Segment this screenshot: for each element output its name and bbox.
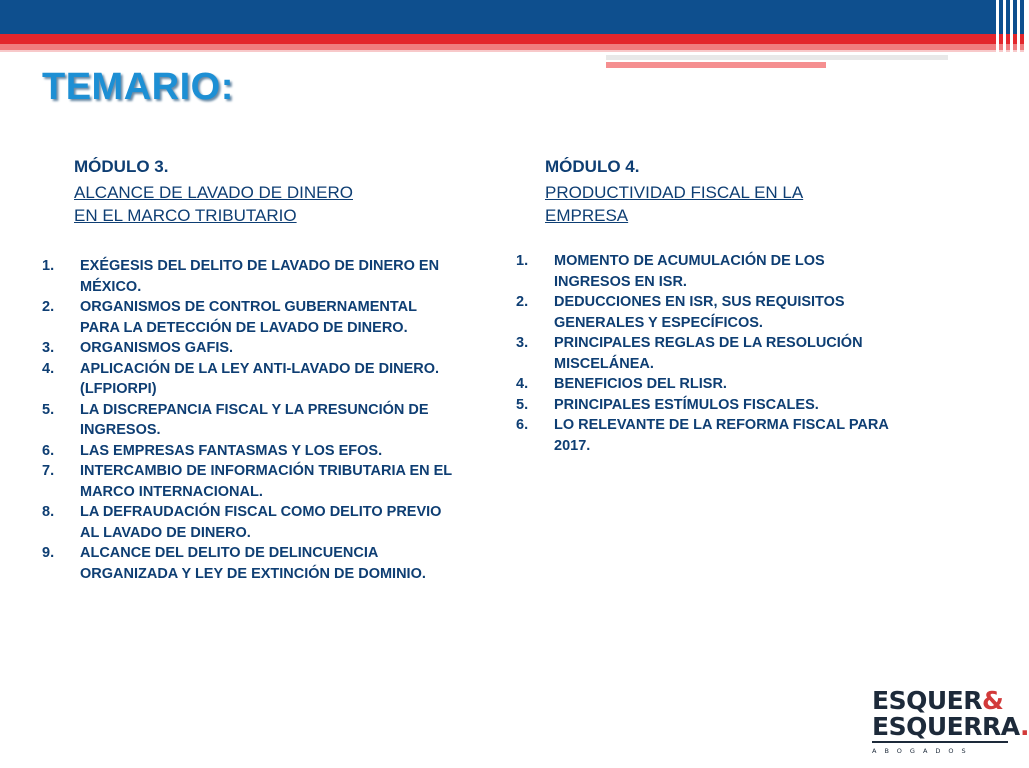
- header-band-blue: [0, 0, 1024, 34]
- module-4-label: MÓDULO 4.: [545, 157, 640, 176]
- header-band-divider: [0, 50, 1024, 52]
- list-item: 2. ORGANISMOS DE CONTROL GUBERNAMENTAL PARA LA DETECCIÓN DE LAVADO DE DINERO.: [42, 299, 417, 336]
- firm-logo: [872, 686, 1029, 755]
- module-3-label: MÓDULO 3.: [74, 157, 169, 176]
- list-item: 9. ALCANCE DEL DELITO DE DELINCUENCIA ORGANIZADA Y LEY DE EXTINCIÓN DE DOMINIO.: [42, 545, 426, 582]
- module-4-subtitle-line2: EMPRESA: [545, 206, 629, 225]
- list-item: 7. INTERCAMBIO DE INFORMACIÓN TRIBUTARIA EN EL MARCO INTERNACIONAL.: [42, 463, 452, 500]
- list-item: 6. LAS EMPRESAS FANTASMAS Y LOS EFOS.: [42, 442, 383, 459]
- list-item: 4. APLICACIÓN DE LA LEY ANTI-LAVADO DE DINERO. (LFPIORPI): [42, 360, 440, 397]
- list-item: 1. EXÉGESIS DEL DELITO DE LAVADO DE DINERO EN MÉXICO.: [42, 258, 440, 295]
- slide-title: TEMARIO:: [42, 66, 234, 108]
- list-item: 5. PRINCIPALES ESTÍMULOS FISCALES.: [516, 396, 819, 413]
- module-3-subtitle-line2: EN EL MARCO TRIBUTARIO: [74, 206, 297, 225]
- list-item: 8. LA DEFRAUDACIÓN FISCAL COMO DELITO PREVIO AL LAVADO DE DINERO.: [42, 504, 442, 541]
- module-3-heading: [74, 157, 434, 227]
- logo-subtitle: ABOGADOS: [872, 747, 974, 755]
- module-3-topic-list: [42, 256, 452, 584]
- list-item: 3. ORGANISMOS GAFIS.: [42, 340, 234, 356]
- header-stripes: [992, 0, 1024, 70]
- list-item: 2. DEDUCCIONES EN ISR, SUS REQUISITOS GENERALES Y ESPECÍFICOS.: [516, 294, 845, 331]
- list-item: 4. BENEFICIOS DEL RLISR.: [516, 376, 727, 392]
- list-item: 5. LA DISCREPANCIA FISCAL Y LA PRESUNCIÓN DE INGRESOS.: [42, 401, 429, 438]
- module-4-subtitle-line1: PRODUCTIVIDAD FISCAL EN LA: [545, 183, 804, 202]
- header-band-red: [0, 34, 1024, 44]
- header-step-grey: [606, 55, 948, 60]
- module-4-heading: [545, 157, 875, 227]
- module-4-topic-list: [516, 251, 896, 456]
- list-item: 1. MOMENTO DE ACUMULACIÓN DE LOS INGRESOS EN ISR.: [516, 253, 825, 290]
- logo-line-1: ESQUER&: [872, 686, 1004, 715]
- list-item: 3. PRINCIPALES REGLAS DE LA RESOLUCIÓN MISCELÁNEA.: [516, 335, 863, 372]
- header-step-pink: [606, 62, 826, 68]
- logo-line-2: ESQUERRA.: [872, 712, 1029, 741]
- list-item: 6. LO RELEVANTE DE LA REFORMA FISCAL PARA 2017.: [516, 417, 889, 454]
- module-3-subtitle-line1: ALCANCE DE LAVADO DE DINERO: [74, 183, 353, 202]
- logo-rule: [872, 741, 1008, 743]
